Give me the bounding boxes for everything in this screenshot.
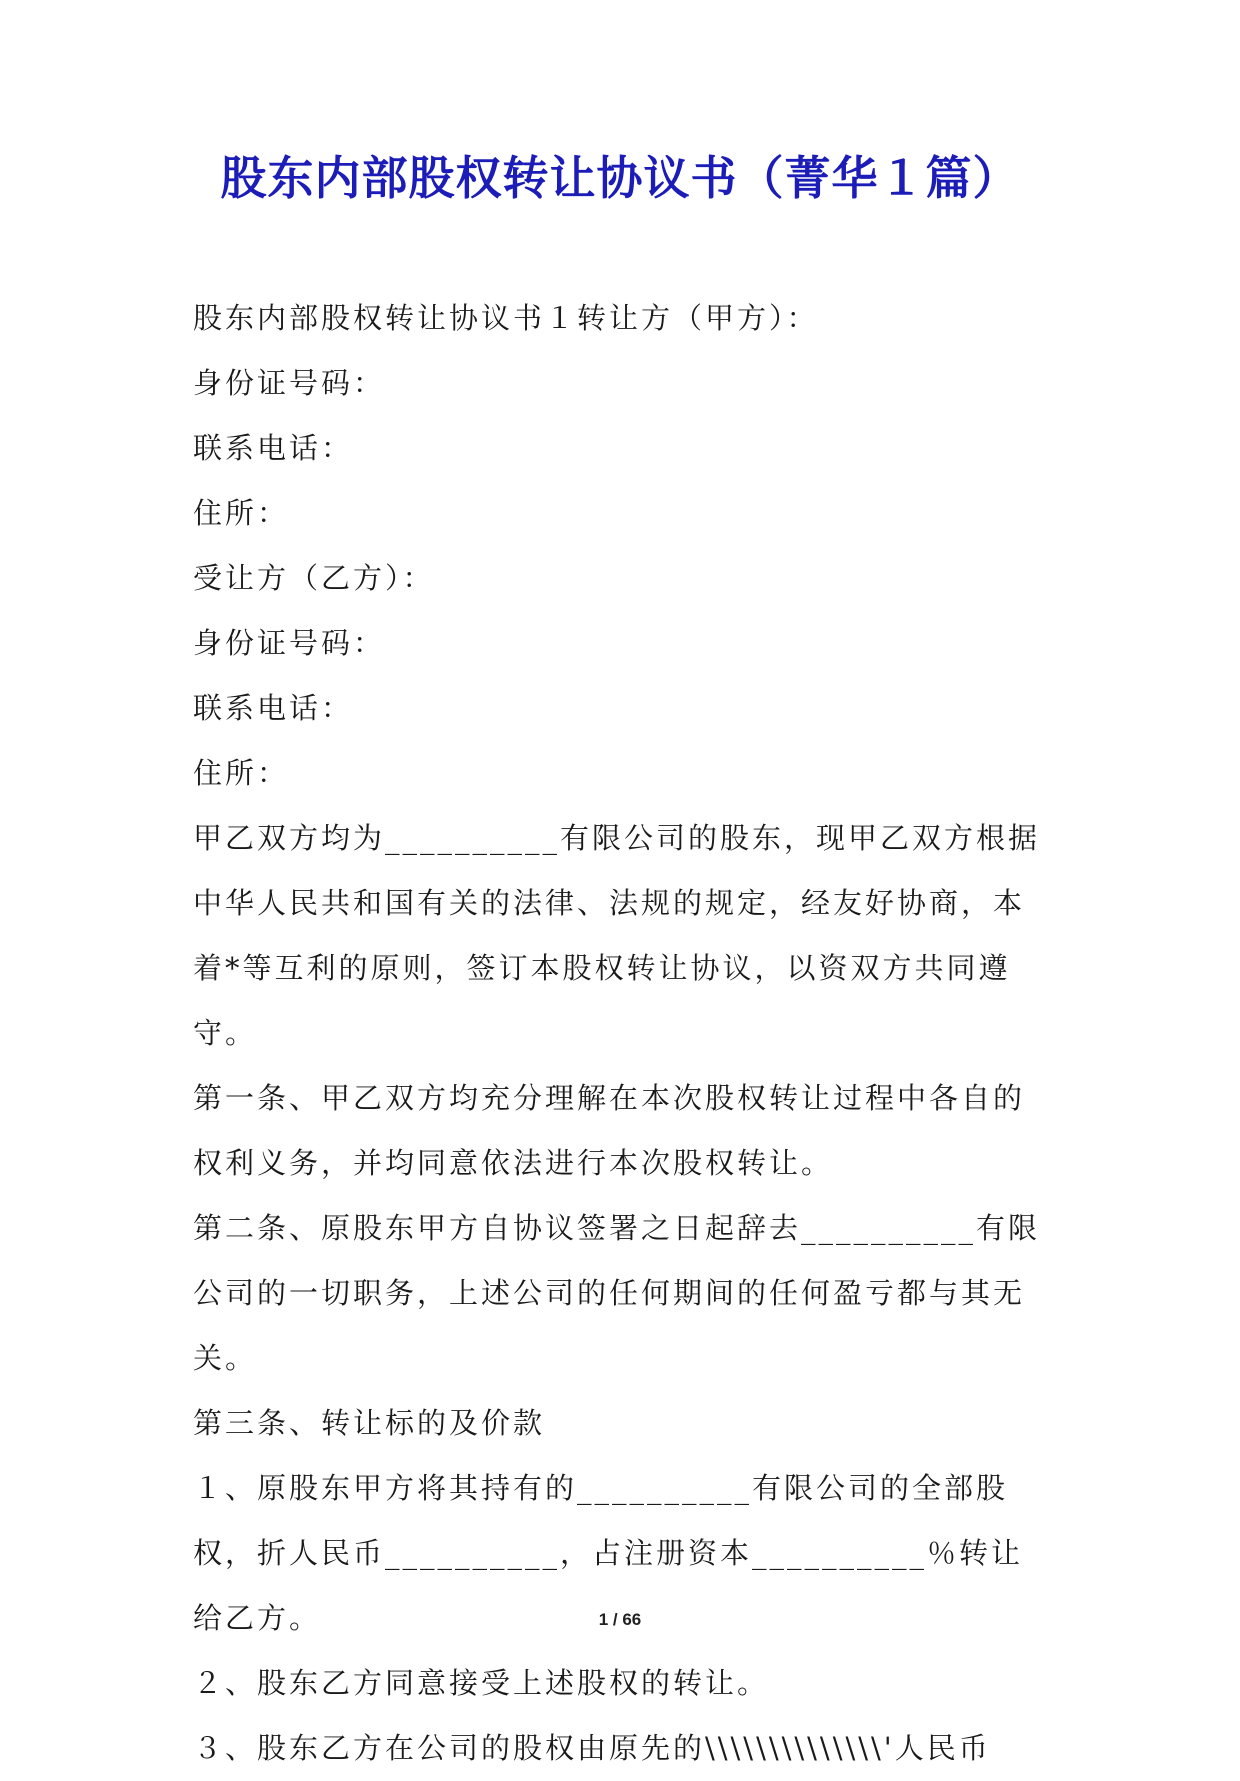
paragraph-article-2: 第二条、原股东甲方自协议签署之日起辞去__________有限公司的一切职务，上述公司的任何期间的任何盈亏都与其无关。 (193, 1211, 1041, 1375)
paragraph-transferee-address: 住所： (193, 756, 290, 790)
paragraph-transferor-address: 住所： (193, 496, 290, 530)
page-number: 1 / 66 (598, 1610, 642, 1629)
paragraph-article-3-item-2: ２、股东乙方同意接受上述股权的转让。 (193, 1666, 770, 1700)
paragraph-transferee-phone: 联系电话： (193, 691, 354, 725)
paragraph-article-3-item-1: １、原股东甲方将其持有的__________有限公司的全部股权，折人民币__________，占注册资本__________％转让给乙方。 (193, 1471, 1024, 1635)
paragraph-article-3-heading: 第三条、转让标的及价款 (193, 1406, 546, 1440)
paragraph-transferor-heading: 股东内部股权转让协议书１转让方（甲方）： (193, 301, 819, 335)
paragraph-article-1: 第一条、甲乙双方均充分理解在本次股权转让过程中各自的权利义务，并均同意依法进行本次股权转让。 (193, 1081, 1026, 1180)
document-title: 股东内部股权转让协议书（菁华１篇） (220, 151, 1020, 205)
paragraph-transferee-id: 身份证号码： (193, 626, 386, 660)
paragraph-preamble: 甲乙双方均为__________有限公司的股东，现甲乙双方根据中华人民共和国有关的法律、法规的规定，经友好协商，本着*等互利的原则，签订本股权转让协议，以资双方共同遵守。 (193, 821, 1041, 1050)
paragraph-transferee-heading: 受让方（乙方）： (193, 561, 435, 595)
paragraph-transferor-phone: 联系电话： (193, 431, 354, 465)
document-body (193, 286, 1053, 1781)
paragraph-transferor-id: 身份证号码： (193, 366, 386, 400)
paragraph-article-3-item-3: ３、股东乙方在公司的股权由原先的\\\\\\\\\\\\\\'人民币 (193, 1731, 991, 1765)
